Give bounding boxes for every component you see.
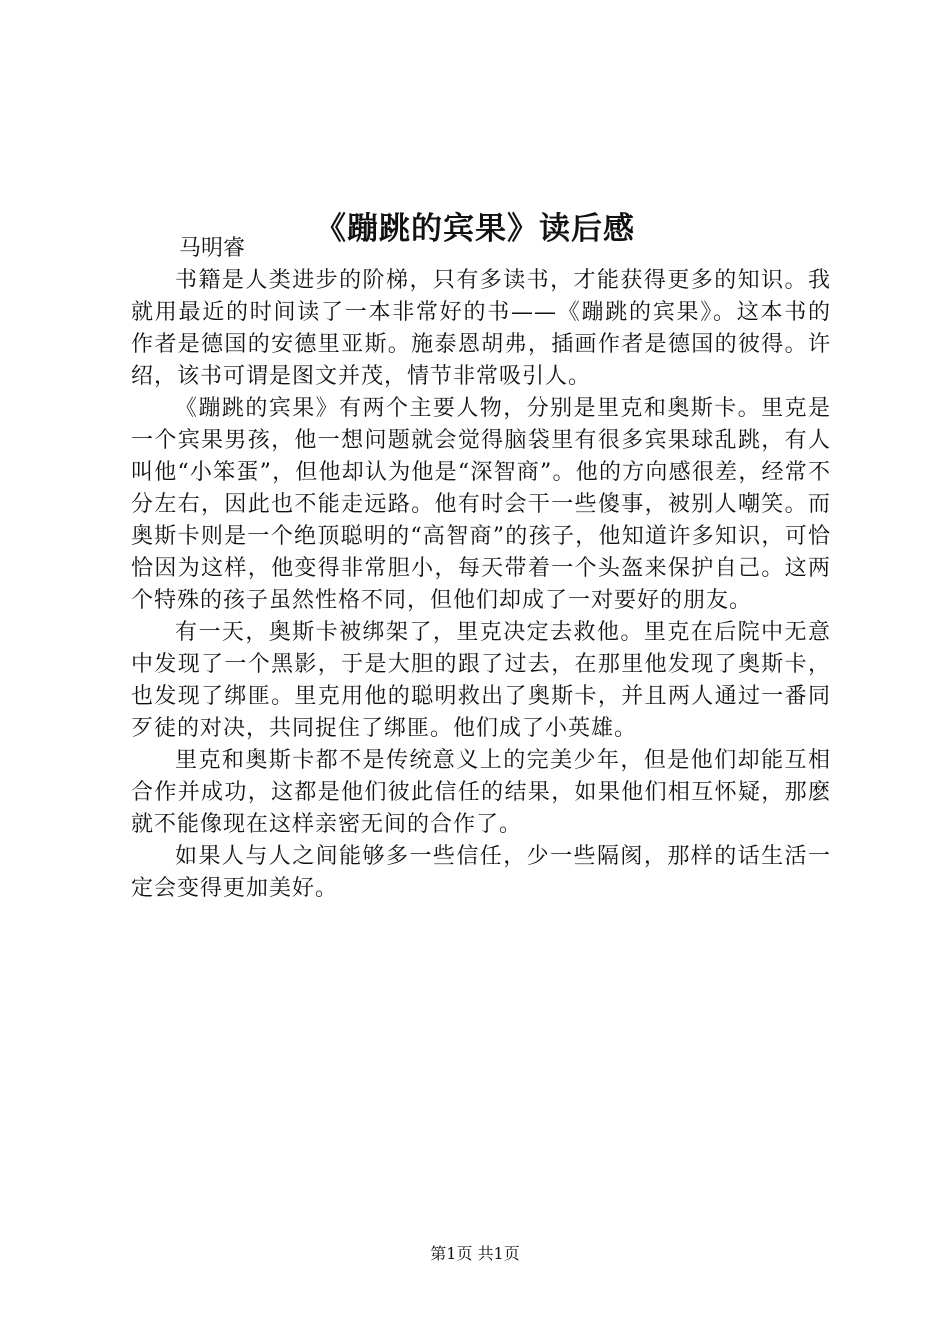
author-name: 马明睿 (179, 236, 246, 261)
paragraph-4: 里克和奥斯卡都不是传统意义上的完美少年，但是他们却能互相合作并成功，这都是他们彼此信任的结果，如果他们相互怀疑，那麽就不能像现在这样亲密无间的合作了。 (131, 748, 831, 837)
page-footer: 第1页 共1页 (430, 1244, 520, 1263)
document-body (131, 233, 831, 905)
paragraph-3: 有一天，奥斯卡被绑架了，里克决定去救他。里克在后院中无意中发现了一个黑影，于是大胆的跟了过去，在那里他发现了奥斯卡，也发现了绑匪。里克用他的聪明救出了奥斯卡，并且两人通过一番同歹徒的对决，共同捉住了绑匪。他们成了小英雄。 (131, 620, 831, 741)
paragraph-1: 书籍是人类进步的阶梯，只有多读书，才能获得更多的知识。我就用最近的时间读了一本非常好的书——《蹦跳的宾果》。这本书的作者是德国的安德里亚斯。施泰恩胡弗，插画作者是德国的彼得。许绍，该书可谓是图文并茂，情节非常吸引人。 (131, 268, 831, 389)
paragraph-5: 如果人与人之间能够多一些信任，少一些隔阂，那样的话生活一定会变得更加美好。 (131, 844, 831, 901)
document-title: 《蹦跳的宾果》读后感 (315, 210, 635, 247)
paragraph-2: 《蹦跳的宾果》有两个主要人物，分别是里克和奥斯卡。里克是一个宾果男孩，他一想问题就会觉得脑袋里有很多宾果球乱跳，有人叫他“小笨蛋”，但他却认为他是“深智商”。他的方向感很差，经常不分左右，因此也不能走远路。他有时会干一些傻事，被别人嘲笑。而奥斯卡则是一个绝顶聪明的“高智商”的孩子，他知道许多知识，可恰恰因为这样，他变得非常胆小，每天带着一个头盔来保护自己。这两个特殊的孩子虽然性格不同，但他们却成了一对要好的朋友。 (131, 396, 831, 613)
